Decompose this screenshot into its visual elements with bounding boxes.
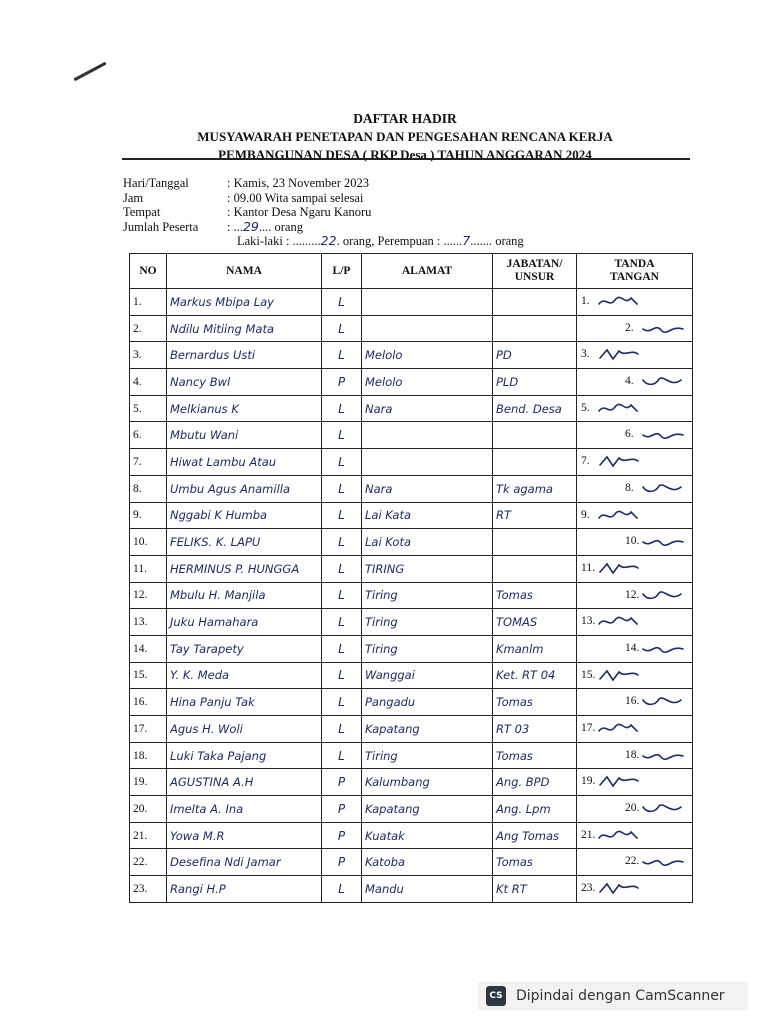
signature-number: 4. xyxy=(625,375,634,388)
signature-number: 6. xyxy=(625,428,634,441)
row-no: 22. xyxy=(130,849,167,876)
male-count: 22 xyxy=(320,233,337,248)
row-alamat: Tiring xyxy=(362,609,493,636)
signature-number: 17. xyxy=(581,722,596,734)
row-alamat: Lai Kota xyxy=(362,529,493,556)
table-row xyxy=(130,662,693,689)
participants-count: 29 xyxy=(242,218,259,234)
row-tanda-tangan xyxy=(577,609,693,636)
header-jabatan-line2: UNSUR xyxy=(514,271,555,283)
row-tanda-tangan xyxy=(577,635,693,662)
table-row xyxy=(130,716,693,743)
row-alamat xyxy=(362,422,493,449)
row-alamat: Lai Kata xyxy=(362,502,493,529)
participants-label: Jumlah Peserta xyxy=(123,219,199,234)
row-tanda-tangan xyxy=(577,662,693,689)
row-tanda-tangan xyxy=(577,369,693,396)
document-subtitle-line-2: PEMBANGUNAN DESA ( RKP Desa ) TAHUN ANGGARAN 2024 xyxy=(218,147,592,162)
row-nama: FELIKS. K. LAPU xyxy=(167,529,322,556)
row-alamat: Katoba xyxy=(362,849,493,876)
table-row xyxy=(130,289,693,316)
row-tanda-tangan xyxy=(577,395,693,422)
row-jabatan xyxy=(493,449,577,476)
signature-scribble-icon xyxy=(641,801,685,815)
row-no: 17. xyxy=(130,716,167,743)
row-tanda-tangan xyxy=(577,796,693,823)
row-tanda-tangan xyxy=(577,289,693,316)
signature-number: 10. xyxy=(625,535,640,548)
row-alamat: Tiring xyxy=(362,742,493,769)
row-tanda-tangan xyxy=(577,449,693,476)
signature-scribble-icon xyxy=(641,694,685,708)
table-row xyxy=(130,449,693,476)
row-tanda-tangan xyxy=(577,876,693,903)
camscanner-text: Dipindai dengan CamScanner xyxy=(516,988,725,1004)
header-tanda-line2: TANGAN xyxy=(610,271,659,283)
row-lp: P xyxy=(322,796,362,823)
signature-number: 7. xyxy=(581,455,590,468)
signature-scribble-icon xyxy=(597,294,641,308)
row-tanda-tangan xyxy=(577,716,693,743)
time-value: : 09.00 Wita sampai selesai xyxy=(227,190,364,205)
row-alamat: Mandu xyxy=(362,876,493,903)
signature-scribble-icon xyxy=(641,321,685,335)
row-jabatan: RT xyxy=(493,502,577,529)
info-row-date xyxy=(123,176,524,191)
row-nama: Hina Panju Tak xyxy=(167,689,322,716)
row-tanda-tangan xyxy=(577,422,693,449)
row-no: 19. xyxy=(130,769,167,796)
row-jabatan xyxy=(493,555,577,582)
table-row xyxy=(130,742,693,769)
row-jabatan xyxy=(493,315,577,342)
row-no: 2. xyxy=(130,315,167,342)
row-lp: L xyxy=(322,742,362,769)
row-alamat xyxy=(362,289,493,316)
table-row xyxy=(130,502,693,529)
header-jabatan-line1: JABATAN/ xyxy=(506,258,563,270)
row-nama: Bernardus Usti xyxy=(167,342,322,369)
signature-number: 2. xyxy=(625,321,634,334)
row-tanda-tangan xyxy=(577,555,693,582)
row-lp: L xyxy=(322,422,362,449)
signature-scribble-icon xyxy=(641,481,685,495)
row-jabatan: Tomas xyxy=(493,849,577,876)
row-nama: Juku Hamahara xyxy=(167,609,322,636)
row-lp: L xyxy=(322,609,362,636)
table-row xyxy=(130,635,693,662)
row-no: 15. xyxy=(130,662,167,689)
document-header xyxy=(120,110,690,164)
participants-prefix: : ... xyxy=(227,219,243,234)
table-row xyxy=(130,796,693,823)
table-row xyxy=(130,876,693,903)
row-alamat: TIRING xyxy=(362,555,493,582)
row-jabatan: Ang. Lpm xyxy=(493,796,577,823)
row-alamat: Kuatak xyxy=(362,822,493,849)
row-jabatan: Tomas xyxy=(493,582,577,609)
row-nama: Y. K. Meda xyxy=(167,662,322,689)
header-tanda-line1: TANDA xyxy=(614,258,655,270)
row-tanda-tangan xyxy=(577,742,693,769)
row-no: 21. xyxy=(130,822,167,849)
participants-value xyxy=(227,220,303,235)
signature-scribble-icon xyxy=(597,881,641,895)
table-header-row xyxy=(130,254,693,289)
header-divider xyxy=(122,158,690,160)
signature-number: 14. xyxy=(625,641,640,654)
row-no: 10. xyxy=(130,529,167,556)
header-nama: NAMA xyxy=(167,254,322,289)
signature-scribble-icon xyxy=(597,347,641,361)
signature-scribble-icon xyxy=(641,427,685,441)
pen-stroke-mark xyxy=(73,62,106,82)
meeting-info xyxy=(123,176,524,249)
row-no: 20. xyxy=(130,796,167,823)
row-nama: Luki Taka Pajang xyxy=(167,742,322,769)
row-jabatan xyxy=(493,422,577,449)
row-no: 23. xyxy=(130,876,167,903)
row-nama: Tay Tarapety xyxy=(167,635,322,662)
signature-number: 15. xyxy=(581,668,596,681)
signature-scribble-icon xyxy=(641,374,685,388)
signature-scribble-icon xyxy=(597,721,641,735)
row-lp: L xyxy=(322,716,362,743)
row-tanda-tangan xyxy=(577,849,693,876)
row-alamat: Tiring xyxy=(362,582,493,609)
info-row-place xyxy=(123,205,524,220)
row-lp: L xyxy=(322,502,362,529)
row-lp: L xyxy=(322,315,362,342)
header-no: NO xyxy=(130,254,167,289)
time-label: Jam xyxy=(123,190,144,205)
row-no: 1. xyxy=(130,289,167,316)
signature-scribble-icon xyxy=(597,508,641,522)
row-jabatan: PLD xyxy=(493,369,577,396)
row-alamat: Tiring xyxy=(362,635,493,662)
signature-number: 9. xyxy=(581,508,590,521)
table-row xyxy=(130,315,693,342)
signature-number: 3. xyxy=(581,348,590,361)
row-jabatan: Kt RT xyxy=(493,876,577,903)
signature-scribble-icon xyxy=(641,748,685,762)
row-lp: L xyxy=(322,555,362,582)
document-subtitle-line-1: MUSYAWARAH PENETAPAN DAN PENGESAHAN RENCANA KERJA xyxy=(197,129,613,144)
row-tanda-tangan xyxy=(577,475,693,502)
row-jabatan: Ket. RT 04 xyxy=(493,662,577,689)
row-no: 16. xyxy=(130,689,167,716)
signature-scribble-icon xyxy=(597,401,641,415)
row-lp: L xyxy=(322,529,362,556)
row-no: 9. xyxy=(130,502,167,529)
row-nama: Hiwat Lambu Atau xyxy=(167,449,322,476)
row-nama: Rangi H.P xyxy=(167,876,322,903)
signature-scribble-icon xyxy=(597,614,641,628)
signature-number: 1. xyxy=(581,295,590,307)
row-alamat: Melolo xyxy=(362,369,493,396)
row-nama: HERMINUS P. HUNGGA xyxy=(167,555,322,582)
row-tanda-tangan xyxy=(577,689,693,716)
row-jabatan: Bend. Desa xyxy=(493,395,577,422)
row-lp: P xyxy=(322,369,362,396)
signature-number: 20. xyxy=(625,802,640,815)
gender-breakdown xyxy=(123,234,524,249)
header-tanda-tangan xyxy=(577,254,693,289)
row-nama: Mbulu H. Manjila xyxy=(167,582,322,609)
attendance-rows xyxy=(130,289,693,903)
table-row xyxy=(130,475,693,502)
row-nama: AGUSTINA A.H xyxy=(167,769,322,796)
row-alamat: Kapatang xyxy=(362,796,493,823)
row-jabatan: RT 03 xyxy=(493,716,577,743)
row-nama: Melkianus K xyxy=(167,395,322,422)
table-row xyxy=(130,689,693,716)
row-tanda-tangan xyxy=(577,342,693,369)
signature-scribble-icon xyxy=(597,774,641,788)
date-label: Hari/Tanggal xyxy=(123,176,189,190)
signature-number: 23. xyxy=(581,882,596,895)
table-row xyxy=(130,582,693,609)
row-nama: Yowa M.R xyxy=(167,822,322,849)
male-prefix: Laki-laki : ......... xyxy=(237,234,321,248)
row-no: 11. xyxy=(130,555,167,582)
row-no: 5. xyxy=(130,395,167,422)
row-jabatan: PD xyxy=(493,342,577,369)
table-row xyxy=(130,849,693,876)
date-value: : Kamis, 23 November 2023 xyxy=(227,176,369,190)
signature-scribble-icon xyxy=(597,561,641,575)
female-suffix: ....... orang xyxy=(470,234,524,248)
info-row-participants xyxy=(123,220,524,235)
row-tanda-tangan xyxy=(577,582,693,609)
row-no: 4. xyxy=(130,369,167,396)
row-jabatan xyxy=(493,289,577,316)
row-alamat: Melolo xyxy=(362,342,493,369)
row-jabatan: Tomas xyxy=(493,742,577,769)
attendance-table xyxy=(129,253,693,903)
row-nama: Nggabi K Humba xyxy=(167,502,322,529)
row-alamat xyxy=(362,315,493,342)
signature-number: 19. xyxy=(581,775,596,788)
female-count: 7 xyxy=(462,233,471,248)
row-tanda-tangan xyxy=(577,315,693,342)
table-row xyxy=(130,342,693,369)
table-row xyxy=(130,609,693,636)
row-nama: Mbutu Wani xyxy=(167,422,322,449)
row-lp: P xyxy=(322,822,362,849)
header-jabatan xyxy=(493,254,577,289)
male-mid: . orang, Perempuan : ...... xyxy=(336,234,463,248)
row-jabatan: Tk agama xyxy=(493,475,577,502)
row-no: 18. xyxy=(130,742,167,769)
table-row xyxy=(130,769,693,796)
row-lp: L xyxy=(322,582,362,609)
row-lp: P xyxy=(322,769,362,796)
table-row xyxy=(130,555,693,582)
row-no: 12. xyxy=(130,582,167,609)
row-alamat: Kalumbang xyxy=(362,769,493,796)
header-alamat: ALAMAT xyxy=(362,254,493,289)
row-jabatan: Kmanlm xyxy=(493,635,577,662)
row-alamat: Kapatang xyxy=(362,716,493,743)
camscanner-logo-icon: CS xyxy=(486,986,506,1006)
signature-scribble-icon xyxy=(641,641,685,655)
row-nama: Agus H. Woli xyxy=(167,716,322,743)
signature-number: 16. xyxy=(625,695,640,708)
row-no: 8. xyxy=(130,475,167,502)
signature-number: 8. xyxy=(625,481,634,494)
row-lp: L xyxy=(322,662,362,689)
row-alamat: Nara xyxy=(362,475,493,502)
signature-scribble-icon xyxy=(641,854,685,868)
signature-number: 21. xyxy=(581,828,596,841)
row-lp: L xyxy=(322,342,362,369)
row-lp: P xyxy=(322,849,362,876)
info-row-time xyxy=(123,191,524,206)
row-nama: Ndilu Mitiing Mata xyxy=(167,315,322,342)
signature-number: 13. xyxy=(581,615,596,628)
signature-scribble-icon xyxy=(597,668,641,682)
row-nama: Umbu Agus Anamilla xyxy=(167,475,322,502)
signature-scribble-icon xyxy=(641,534,685,548)
row-no: 13. xyxy=(130,609,167,636)
row-no: 14. xyxy=(130,635,167,662)
row-no: 6. xyxy=(130,422,167,449)
row-nama: Nancy Bwl xyxy=(167,369,322,396)
participants-suffix: .... orang xyxy=(258,219,303,234)
signature-number: 22. xyxy=(625,855,640,868)
signature-number: 12. xyxy=(625,588,640,601)
row-lp: L xyxy=(322,449,362,476)
document-title: DAFTAR HADIR xyxy=(353,111,457,126)
row-lp: L xyxy=(322,395,362,422)
row-jabatan: TOMAS xyxy=(493,609,577,636)
table-row xyxy=(130,422,693,449)
row-nama: Desefina Ndi Jamar xyxy=(167,849,322,876)
row-tanda-tangan xyxy=(577,769,693,796)
signature-scribble-icon xyxy=(597,454,641,468)
row-tanda-tangan xyxy=(577,822,693,849)
row-lp: L xyxy=(322,876,362,903)
row-lp: L xyxy=(322,635,362,662)
row-jabatan xyxy=(493,529,577,556)
place-value: : Kantor Desa Ngaru Kanoru xyxy=(227,205,372,219)
row-lp: L xyxy=(322,689,362,716)
signature-scribble-icon xyxy=(641,588,685,602)
row-jabatan: Ang Tomas xyxy=(493,822,577,849)
row-alamat: Wanggai xyxy=(362,662,493,689)
table-row xyxy=(130,369,693,396)
row-alamat: Pangadu xyxy=(362,689,493,716)
row-jabatan: Ang. BPD xyxy=(493,769,577,796)
row-tanda-tangan xyxy=(577,529,693,556)
camscanner-watermark xyxy=(478,982,748,1010)
header-lp: L/P xyxy=(322,254,362,289)
signature-scribble-icon xyxy=(597,828,641,842)
row-lp: L xyxy=(322,475,362,502)
signature-number: 18. xyxy=(625,748,640,761)
row-nama: Imelta A. Ina xyxy=(167,796,322,823)
row-tanda-tangan xyxy=(577,502,693,529)
table-row xyxy=(130,395,693,422)
row-alamat: Nara xyxy=(362,395,493,422)
row-nama: Markus Mbipa Lay xyxy=(167,289,322,316)
row-jabatan: Tomas xyxy=(493,689,577,716)
table-row xyxy=(130,529,693,556)
row-no: 3. xyxy=(130,342,167,369)
place-label: Tempat xyxy=(123,205,161,219)
row-lp: L xyxy=(322,289,362,316)
row-no: 7. xyxy=(130,449,167,476)
table-row xyxy=(130,822,693,849)
signature-number: 5. xyxy=(581,401,590,414)
row-alamat xyxy=(362,449,493,476)
signature-number: 11. xyxy=(581,561,595,574)
